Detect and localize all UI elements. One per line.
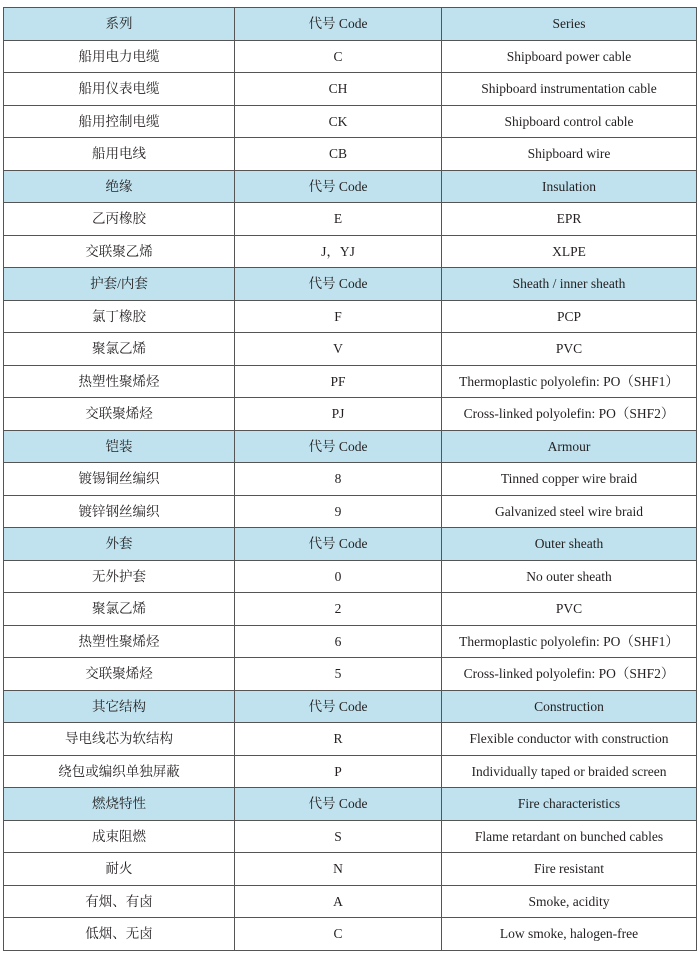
category-cell: 成束阻燃	[4, 820, 235, 853]
code-cell: C	[235, 40, 442, 73]
code-cell: CH	[235, 73, 442, 106]
section-category-cell: 外套	[4, 528, 235, 561]
english-cell: Cross-linked polyolefin: PO（SHF2）	[442, 398, 697, 431]
english-cell: Shipboard power cable	[442, 40, 697, 73]
table-body	[4, 8, 697, 951]
english-cell: Galvanized steel wire braid	[442, 495, 697, 528]
category-cell: 热塑性聚烯烃	[4, 625, 235, 658]
table-row	[4, 300, 697, 333]
category-cell: 耐火	[4, 853, 235, 886]
english-cell: Individually taped or braided screen	[442, 755, 697, 788]
category-cell: 船用控制电缆	[4, 105, 235, 138]
section-category-cell: 系列	[4, 8, 235, 41]
section-english-cell: Outer sheath	[442, 528, 697, 561]
table-row	[4, 723, 697, 756]
section-category-cell: 其它结构	[4, 690, 235, 723]
section-code-cell: 代号 Code	[235, 690, 442, 723]
english-cell: No outer sheath	[442, 560, 697, 593]
code-cell: V	[235, 333, 442, 366]
table-row	[4, 105, 697, 138]
english-cell: Flame retardant on bunched cables	[442, 820, 697, 853]
category-cell: 聚氯乙烯	[4, 333, 235, 366]
section-code-cell: 代号 Code	[235, 8, 442, 41]
section-header-row	[4, 8, 697, 41]
english-cell: Shipboard instrumentation cable	[442, 73, 697, 106]
english-cell: PVC	[442, 333, 697, 366]
code-cell: CB	[235, 138, 442, 171]
section-english-cell: Fire characteristics	[442, 788, 697, 821]
code-cell: J，YJ	[235, 235, 442, 268]
section-english-cell: Insulation	[442, 170, 697, 203]
section-category-cell: 燃烧特性	[4, 788, 235, 821]
section-category-cell: 铠装	[4, 430, 235, 463]
category-cell: 船用电力电缆	[4, 40, 235, 73]
table-row	[4, 203, 697, 236]
table-row	[4, 885, 697, 918]
english-cell: Tinned copper wire braid	[442, 463, 697, 496]
category-cell: 热塑性聚烯烃	[4, 365, 235, 398]
section-header-row	[4, 268, 697, 301]
code-cell: F	[235, 300, 442, 333]
table-row	[4, 755, 697, 788]
section-header-row	[4, 170, 697, 203]
table-row	[4, 463, 697, 496]
section-code-cell: 代号 Code	[235, 170, 442, 203]
category-cell: 镀锌钢丝编织	[4, 495, 235, 528]
category-cell: 交联聚烯烃	[4, 398, 235, 431]
section-category-cell: 护套/内套	[4, 268, 235, 301]
english-cell: Shipboard wire	[442, 138, 697, 171]
category-cell: 低烟、无卤	[4, 918, 235, 951]
english-cell: XLPE	[442, 235, 697, 268]
table-row	[4, 658, 697, 691]
code-cell: CK	[235, 105, 442, 138]
english-cell: Smoke, acidity	[442, 885, 697, 918]
category-cell: 氯丁橡胶	[4, 300, 235, 333]
section-code-cell: 代号 Code	[235, 528, 442, 561]
code-cell: 6	[235, 625, 442, 658]
english-cell: Low smoke, halogen-free	[442, 918, 697, 951]
table-row	[4, 235, 697, 268]
code-cell: 5	[235, 658, 442, 691]
table-row	[4, 593, 697, 626]
english-cell: PVC	[442, 593, 697, 626]
category-cell: 无外护套	[4, 560, 235, 593]
section-header-row	[4, 528, 697, 561]
category-cell: 聚氯乙烯	[4, 593, 235, 626]
code-cell: 0	[235, 560, 442, 593]
table-row	[4, 853, 697, 886]
section-header-row	[4, 430, 697, 463]
table-row	[4, 560, 697, 593]
code-cell: 8	[235, 463, 442, 496]
code-cell: PJ	[235, 398, 442, 431]
code-cell: 9	[235, 495, 442, 528]
english-cell: Thermoplastic polyolefin: PO（SHF1）	[442, 365, 697, 398]
table-row	[4, 73, 697, 106]
category-cell: 交联聚乙烯	[4, 235, 235, 268]
code-cell: 2	[235, 593, 442, 626]
table-row	[4, 333, 697, 366]
english-cell: Shipboard control cable	[442, 105, 697, 138]
english-cell: Flexible conductor with construction	[442, 723, 697, 756]
english-cell: Thermoplastic polyolefin: PO（SHF1）	[442, 625, 697, 658]
section-header-row	[4, 788, 697, 821]
code-cell: P	[235, 755, 442, 788]
category-cell: 镀锡铜丝编织	[4, 463, 235, 496]
section-english-cell: Series	[442, 8, 697, 41]
table-row	[4, 820, 697, 853]
category-cell: 交联聚烯烃	[4, 658, 235, 691]
code-cell: A	[235, 885, 442, 918]
category-cell: 导电线芯为软结构	[4, 723, 235, 756]
section-english-cell: Armour	[442, 430, 697, 463]
table-row	[4, 40, 697, 73]
section-category-cell: 绝缘	[4, 170, 235, 203]
code-cell: C	[235, 918, 442, 951]
category-cell: 船用仪表电缆	[4, 73, 235, 106]
category-cell: 乙丙橡胶	[4, 203, 235, 236]
table-row	[4, 138, 697, 171]
english-cell: Cross-linked polyolefin: PO（SHF2）	[442, 658, 697, 691]
table-row	[4, 625, 697, 658]
section-english-cell: Sheath / inner sheath	[442, 268, 697, 301]
table-row	[4, 495, 697, 528]
cable-code-table	[3, 7, 697, 951]
table-row	[4, 365, 697, 398]
table-row	[4, 398, 697, 431]
code-cell: S	[235, 820, 442, 853]
english-cell: EPR	[442, 203, 697, 236]
category-cell: 船用电线	[4, 138, 235, 171]
code-cell: N	[235, 853, 442, 886]
section-code-cell: 代号 Code	[235, 788, 442, 821]
section-code-cell: 代号 Code	[235, 430, 442, 463]
english-cell: Fire resistant	[442, 853, 697, 886]
category-cell: 绕包或编织单独屏蔽	[4, 755, 235, 788]
code-cell: R	[235, 723, 442, 756]
section-english-cell: Construction	[442, 690, 697, 723]
code-cell: E	[235, 203, 442, 236]
english-cell: PCP	[442, 300, 697, 333]
table-row	[4, 918, 697, 951]
category-cell: 有烟、有卤	[4, 885, 235, 918]
section-header-row	[4, 690, 697, 723]
code-cell: PF	[235, 365, 442, 398]
section-code-cell: 代号 Code	[235, 268, 442, 301]
